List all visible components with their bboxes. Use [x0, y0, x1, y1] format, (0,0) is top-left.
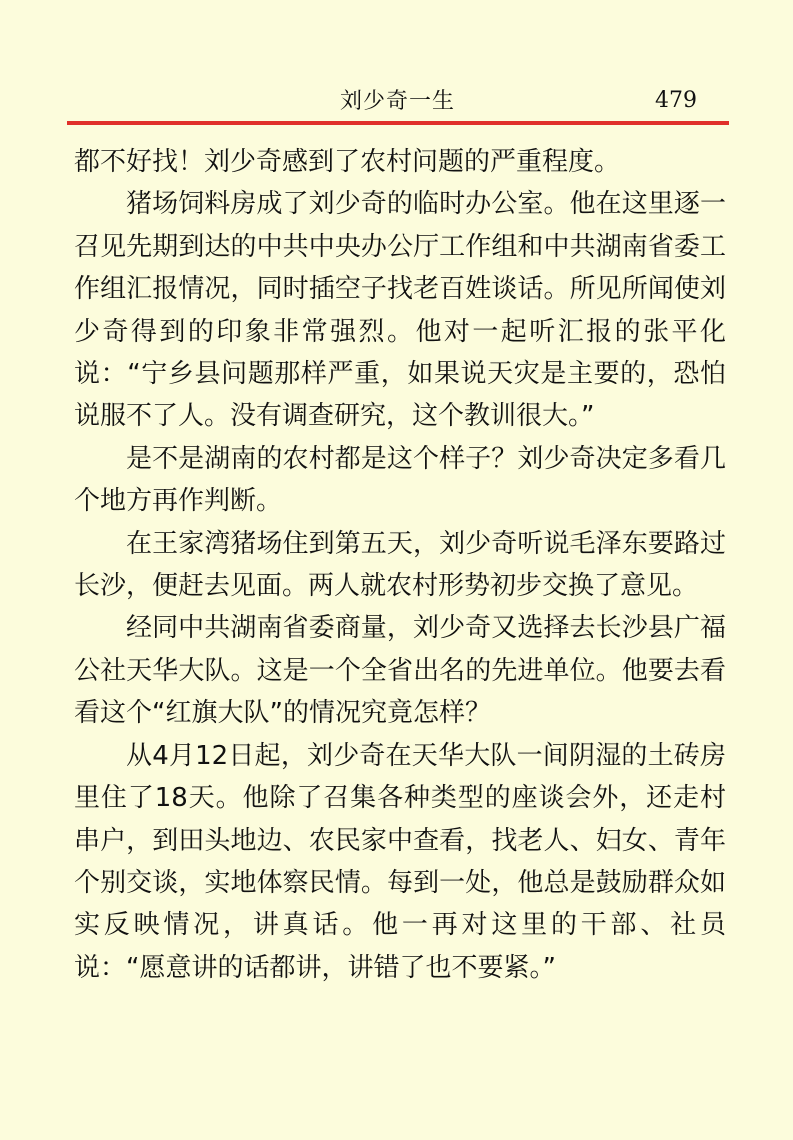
paragraph: 经同中共湖南省委商量，刘少奇又选择去长沙县广福公社天华大队。这是一个全省出名的先进单位。他要去看看这个“红旗大队”的情况究竟怎样？: [74, 613, 726, 729]
paragraph: 猪场饲料房成了刘少奇的临时办公室。他在这里逐一召见先期到达的中共中央办公厅工作组和中共湖南省委工作组汇报情况，同时插空子找老百姓谈话。所见所闻使刘少奇得到的印象非常强烈。他对一起听汇报的张平化说：“宁乡县问题那样严重，如果说天灾是主要的，恐怕说服不了人。没有调查研究，这个教训很大。”: [74, 189, 726, 432]
running-title: 刘少奇一生: [340, 89, 456, 114]
page-number: 479: [655, 88, 697, 113]
paragraph: 在王家湾猪场住到第五天，刘少奇听说毛泽东要路过长沙，便赶去见面。两人就农村形势初步交换了意见。: [74, 528, 726, 602]
body-text: [74, 141, 726, 989]
paragraph: 是不是湖南的农村都是这个样子？刘少奇决定多看几个地方再作判断。: [74, 443, 726, 517]
page-header: [0, 0, 793, 125]
header-rule: [67, 121, 729, 125]
paragraph: 都不好找！刘少奇感到了农村问题的严重程度。: [74, 147, 621, 177]
paragraph: 从4月12日起，刘少奇在天华大队一间阴湿的土砖房里住了18天。他除了召集各种类型的座谈会外，还走村串户，到田头地边、农民家中查看，找老人、妇女、青年个别交谈，实地体察民情。每到一处，他总是鼓励群众如实反映情况，讲真话。他一再对这里的干部、社员说：“愿意讲的话都讲，讲错了也不要紧。”: [74, 740, 726, 983]
